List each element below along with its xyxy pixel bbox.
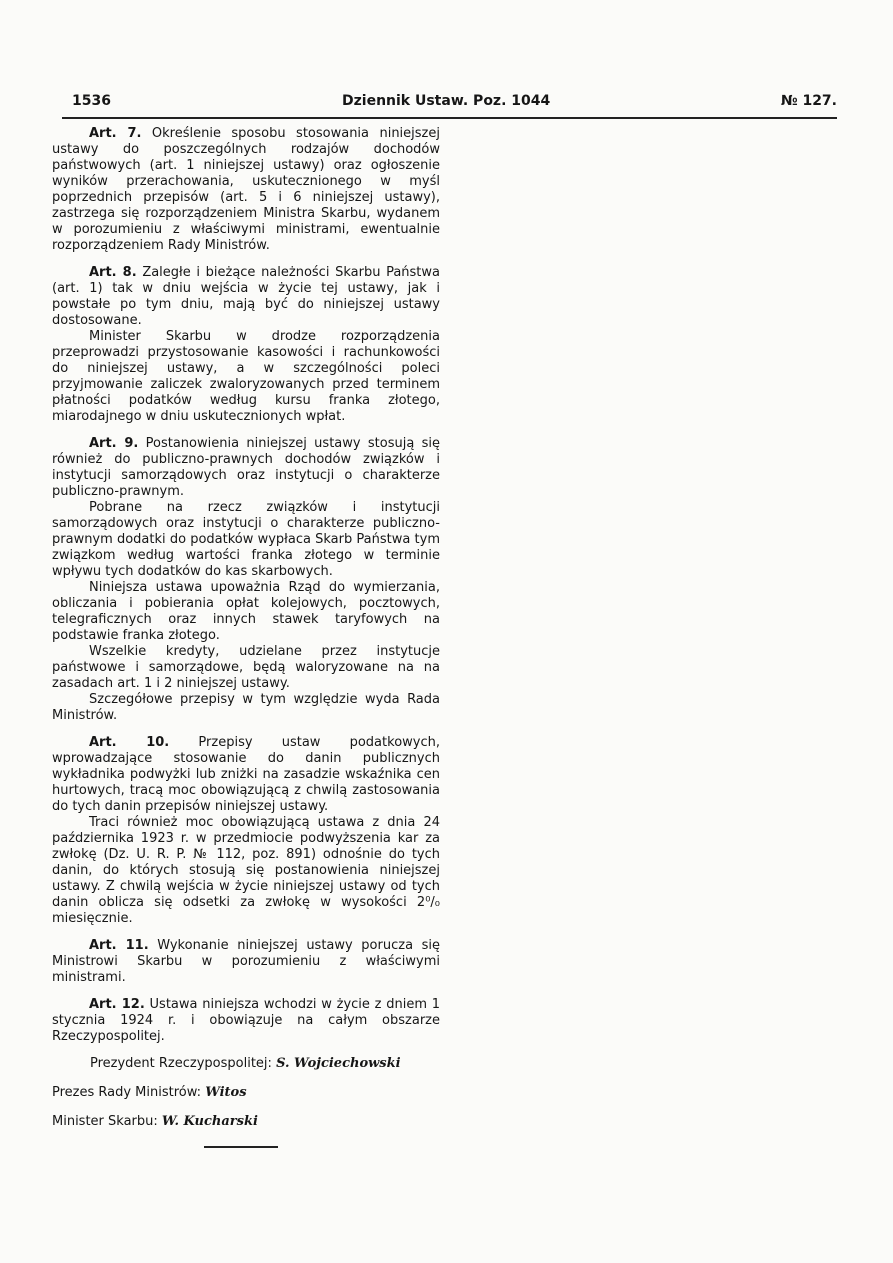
article-label: Art. 9. <box>89 436 139 451</box>
article-paragraph: Minister Skarbu w drodze rozporządzenia przeprowadzi przystosowanie kasowości i rachunkowości do niniejszej ustawy, a w szczególności poleci przyjmowanie zaliczek zwaloryzowanych przed terminem płatności podatków według kursu franka złotego, miarodajnego w dniu uskutecznionych wpłat. <box>52 329 440 424</box>
article-8 <box>52 265 440 425</box>
signature-name: W. Kucharski <box>161 1114 258 1129</box>
article-7 <box>52 126 440 254</box>
signature-prime-minister <box>52 1085 247 1101</box>
signature-president <box>90 1056 401 1072</box>
article-12 <box>52 997 440 1045</box>
article-paragraph: Niniejsza ustawa upoważnia Rząd do wymierzania, obliczania i pobierania opłat kolejowych, pocztowych, telegraficznych oraz innych stawek taryfowych na podstawie franka złotego. <box>52 580 440 643</box>
journal-title: Dziennik Ustaw. Poz. 1044 <box>342 93 551 109</box>
article-paragraph: Art. 12. Ustawa niniejsza wchodzi w życie z dniem 1 stycznia 1924 r. i obowiązuje na całym obszarze Rzeczypospolitej. <box>52 997 440 1044</box>
article-paragraph: Art. 10. Przepisy ustaw podatkowych, wprowadzające stosowanie do danin publicznych wykładnika podwyżki lub zniżki na zasadzie wskaźnika cen hurtowych, tracą moc obowiązującą z chwilą zastosowania do tych danin przepisów niniejszej ustawy. <box>52 735 440 814</box>
article-label: Art. 12. <box>89 997 145 1012</box>
article-label: Art. 7. <box>89 126 142 141</box>
article-label: Art. 10. <box>89 735 170 750</box>
article-11 <box>52 938 440 986</box>
article-9 <box>52 436 440 724</box>
closing-rule <box>204 1146 278 1148</box>
signature-name: Witos <box>205 1085 247 1100</box>
page-number: 1536 <box>72 93 111 109</box>
article-paragraph: Art. 11. Wykonanie niniejszej ustawy porucza się Ministrowi Skarbu w porozumieniu z właściwymi ministrami. <box>52 938 440 985</box>
article-10 <box>52 735 440 927</box>
article-label: Art. 8. <box>89 265 137 280</box>
page-header <box>62 90 837 114</box>
article-paragraph: Art. 7. Określenie sposobu stosowania niniejszej ustawy do poszczególnych rodzajów dochodów państwowych (art. 1 niniejszej ustawy) oraz ogłoszenie wyników przerachowania, uskutecznionego w myśl poprzednich przepisów (art. 5 i 6 niniejszej ustawy), zastrzega się rozporządzeniem Ministra Skarbu, wydanem w porozumieniu z właściwymi ministrami, ewentualnie rozporządzeniem Rady Ministrów. <box>52 126 440 253</box>
issue-number: № 127. <box>780 93 837 109</box>
article-paragraph: Art. 9. Postanowienia niniejszej ustawy stosują się również do publiczno-prawnych dochodów związków i instytucji samorządowych oraz instytucji o charakterze publiczno-prawnym. <box>52 436 440 499</box>
article-label: Art. 11. <box>89 938 149 953</box>
signature-treasury-minister <box>52 1114 258 1130</box>
header-rule <box>62 117 837 119</box>
article-paragraph: Art. 8. Zaległe i bieżące należności Skarbu Państwa (art. 1) tak w dniu wejścia w życie tej ustawy, jak i powstałe po tym dniu, mają być do niniejszej ustawy dostosowane. <box>52 265 441 328</box>
article-paragraph: Traci również moc obowiązującą ustawa z dnia 24 października 1923 r. w przedmiocie podwyższenia kar za zwłokę (Dz. U. R. P. № 112, poz. 891) odnośnie do tych danin, do których stosują się postanowienia niniejszej ustawy. Z chwilą wejścia w życie niniejszej ustawy od tych danin oblicza się odsetki za zwłokę w wysokości 2⁰/₀ miesięcznie. <box>52 815 440 926</box>
document-body <box>52 126 440 1045</box>
article-paragraph: Wszelkie kredyty, udzielane przez instytucje państwowe i samorządowe, będą waloryzowane na na zasadach art. 1 i 2 niniejszej ustawy. <box>52 644 440 691</box>
article-paragraph: Szczegółowe przepisy w tym względzie wyda Rada Ministrów. <box>52 692 440 723</box>
article-paragraph: Pobrane na rzecz związków i instytucji samorządowych oraz instytucji o charakterze publiczno-prawnym dodatki do podatków wypłaca Skarb Państwa tym związkom według wartości franka złotego w terminie wpływu tych dodatków do kas skarbowych. <box>52 500 440 579</box>
signature-role: Prezydent Rzeczypospolitej: <box>90 1056 272 1071</box>
signature-role: Minister Skarbu: <box>52 1114 158 1129</box>
signature-role: Prezes Rady Ministrów: <box>52 1085 202 1100</box>
signature-name: S. Wojciechowski <box>276 1056 401 1071</box>
